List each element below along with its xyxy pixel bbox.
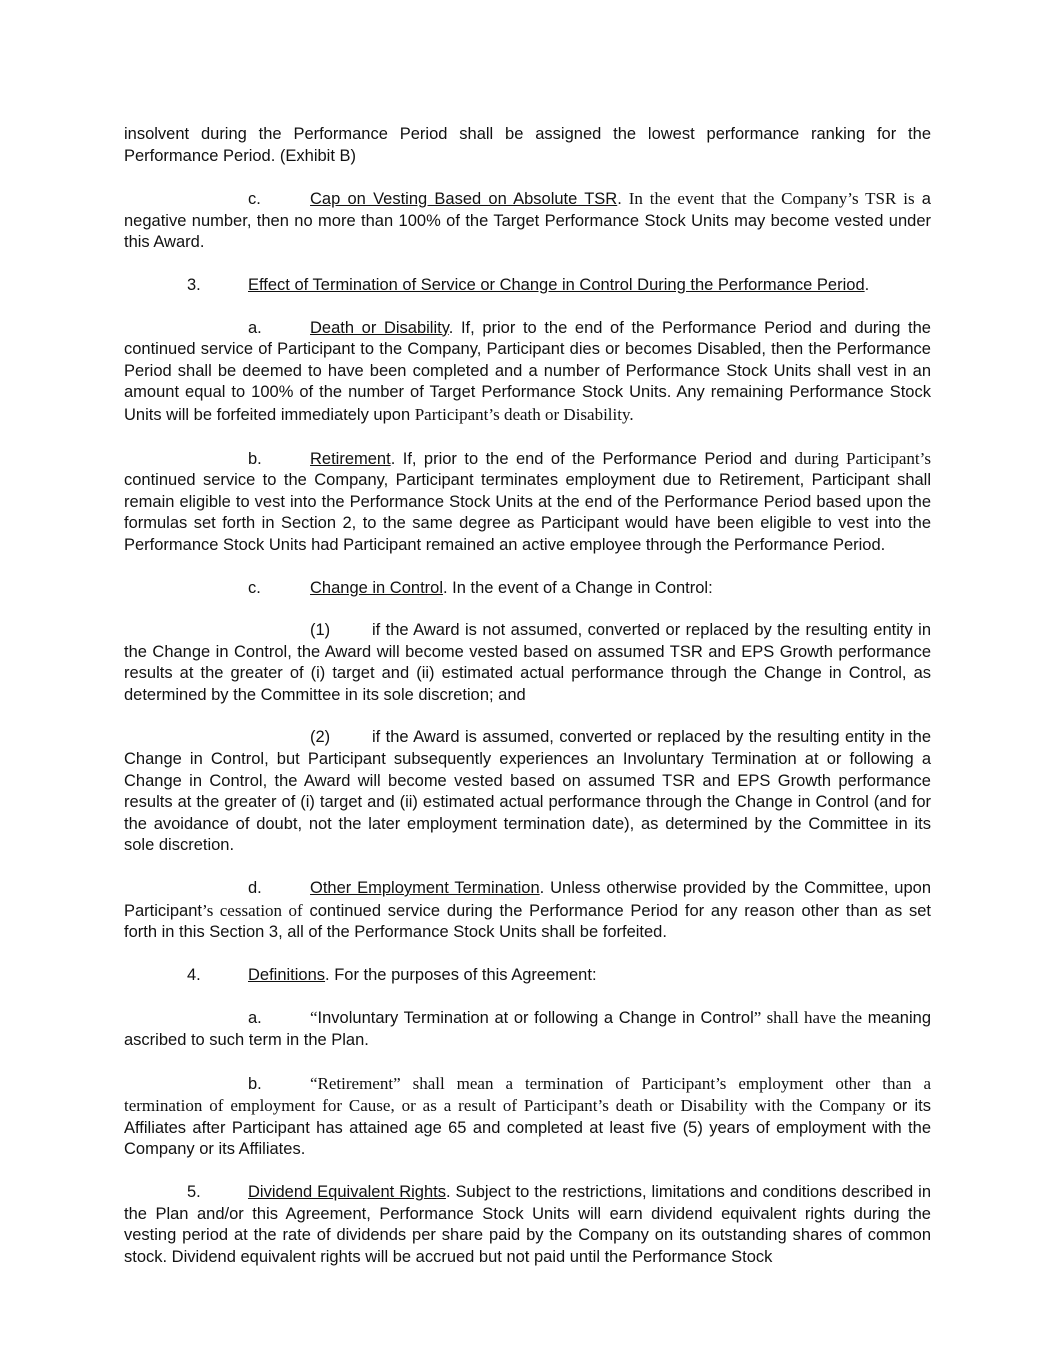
paragraph-text-serif: “Retirement” shall mean a termination of Participant’s employment other than a termination of employment for Cause, or as a result of Participant’s death or Disability with the Company (124, 1073, 931, 1116)
paragraph-text: a negative number, then no more than 100% of the Target Performance Stock Units may become vested under this Award. (124, 190, 931, 252)
section-3b-retirement (124, 448, 931, 557)
section-3a-death-or-disability (124, 318, 931, 427)
paragraph-text-serif: ” shall have the (753, 1008, 863, 1028)
list-marker: b. (248, 449, 262, 468)
heading-period: . (864, 275, 870, 294)
paragraph-text-serif: ’s cessation of (201, 900, 303, 920)
open-quote: “ (310, 1008, 318, 1028)
paragraph-text: . If, prior to the end of the Performance Period and during the continued service of Participant to the Company, Participant dies or becomes Disabled, then the Performance Period shall be deemed to have been completed and a number of Performance Stock Units shall vest in an amount equal to 100% of the number of Target Performance Stock Units. Any remaining Performance Stock Units will be forfeited immediately upon (124, 318, 931, 424)
paragraph-text-serif: In the event that the Company’s TSR is (621, 189, 915, 209)
list-marker: (2) (310, 728, 331, 747)
paragraph-text: . Unless otherwise provided by the Committee, upon Participant (124, 879, 931, 920)
section-heading: Other Employment Termination (310, 879, 540, 898)
paragraph-text: . For the purposes of this Agreement: (325, 965, 597, 984)
section-3d-other-employment-termination (124, 878, 931, 944)
section-4b-retirement-definition (124, 1073, 931, 1161)
section-4a-involuntary-termination (124, 1007, 931, 1051)
section-2c-cap-on-vesting (124, 188, 931, 254)
section-heading: Change in Control (310, 578, 443, 597)
section-4-definitions (124, 965, 931, 987)
list-marker: c. (248, 578, 261, 597)
list-marker: a. (248, 1009, 262, 1028)
section-3c-item-2 (124, 727, 931, 857)
paragraph-text-serif: during Participant’s (794, 448, 931, 468)
paragraph-text: . In the event of a Change in Control: (443, 578, 713, 597)
list-marker: c. (248, 190, 261, 209)
section-number: 5. (187, 1182, 201, 1201)
section-number: 4. (187, 965, 201, 984)
paragraph-text-serif: Participant’s death or Disability. (414, 404, 634, 424)
paragraph-text: . If, prior to the end of the Performance Period and (390, 449, 795, 468)
paragraph-insolvent-continuation (124, 124, 931, 167)
section-heading: Cap on Vesting Based on Absolute TSR (310, 190, 618, 209)
list-marker: (1) (310, 621, 331, 640)
section-number: 3. (187, 275, 201, 294)
paragraph-text: insolvent during the Performance Period shall be assigned the lowest performance ranking for the Performance Period. (Exhibit B) (124, 125, 931, 165)
section-3c-item-1 (124, 620, 931, 706)
section-heading: Effect of Termination of Service or Change in Control During the Performance Period (248, 275, 865, 294)
document-page (124, 124, 931, 1268)
heading-period: . (617, 190, 622, 209)
list-marker: a. (248, 318, 262, 337)
paragraph-text: if the Award is assumed, converted or replaced by the resulting entity in the Change in Control, but Participant subsequently experiences an Involuntary Termination at or following a Change in Control, the Award will become vested based on assumed TSR and EPS Growth performance results at the greater of (i) target and (ii) estimated actual performance through the Change in Control (and for the avoidance of doubt, not the later employment termination date), as determined by the Committee in its sole discretion. (124, 728, 931, 855)
paragraph-text: meaning ascribed to such term in the Plan. (124, 1009, 931, 1049)
section-5-dividend-equivalent-rights (124, 1182, 931, 1268)
section-heading: Definitions (248, 965, 326, 984)
paragraph-text: if the Award is not assumed, converted or replaced by the resulting entity in the Change in Control, the Award will become vested based on assumed TSR and EPS Growth performance results at the greater of (i) target and (ii) estimated actual performance through the Change in Control, as determined by the Committee in its sole discretion; and (124, 621, 931, 704)
paragraph-text-continued: continued service to the Company, Participant terminates employment due to Retirement, Participant shall remain eligible to vest into the Performance Stock Units at the end of the Performance Period based upon the formulas set forth in Section 2, to the same degree as Participant would have been eligible to vest into the Performance Stock Units had Participant remained an active employee through the Performance Period. (124, 471, 931, 554)
section-3c-change-in-control (124, 578, 931, 600)
section-3-heading (124, 275, 931, 297)
paragraph-text: or its Affiliates after Participant has attained age 65 and completed at least five (5) years of employment with the Company or its Affiliates. (124, 1097, 931, 1159)
section-heading: Death or Disability (310, 318, 449, 337)
list-marker: d. (248, 879, 262, 898)
section-heading: Dividend Equivalent Rights (248, 1182, 446, 1201)
paragraph-text: . Subject to the restrictions, limitations and conditions described in the Plan and/or this Agreement, Performance Stock Units will earn dividend equivalent rights during the vesting period at the rate of dividends per share paid by the Company on its outstanding shares of common stock. Dividend equivalent rights will be accrued but not paid until the Performance Stock (124, 1182, 931, 1266)
paragraph-text-continued: continued service during the Performance Period for any reason other than as set forth in this Section 3, all of the Performance Stock Units shall be forfeited. (124, 901, 931, 942)
section-heading: Retirement (310, 449, 391, 468)
list-marker: b. (248, 1074, 262, 1093)
defined-term: Involuntary Termination at or following a Change in Control (317, 1009, 754, 1028)
